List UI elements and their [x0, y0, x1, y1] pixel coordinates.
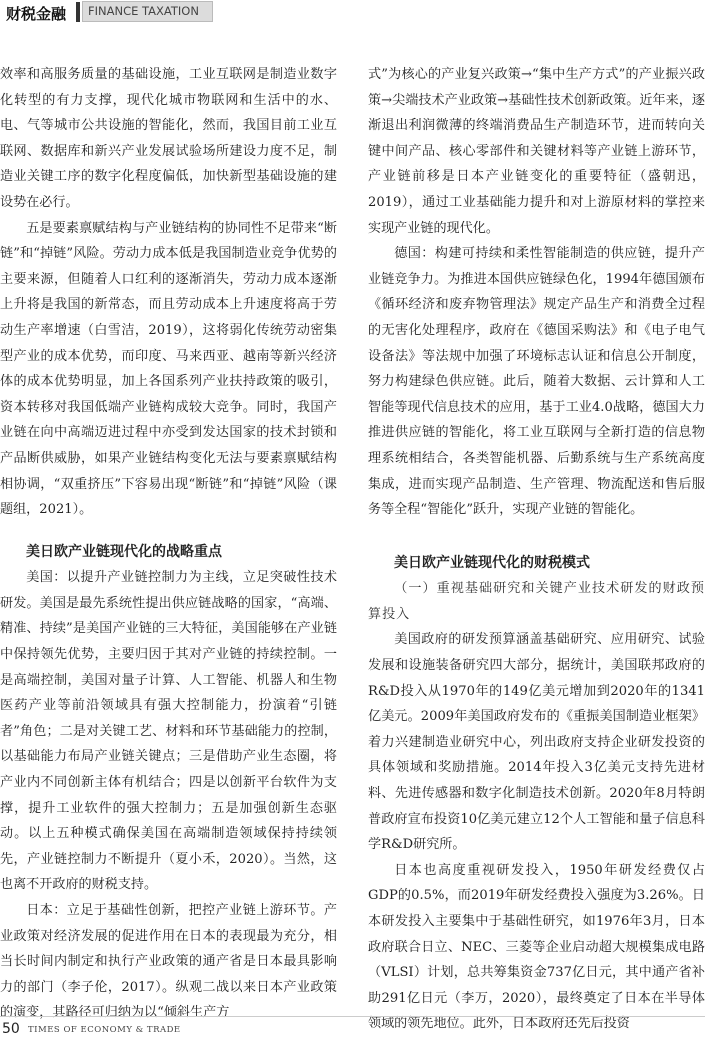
journal-name: TIMES OF ECONOMY & TRADE: [28, 1025, 181, 1035]
paragraph: 日本也高度重视研发投入，1950年研发经费仅占GDP的0.5%，而2019年研发经费投入强度为3.26%。日本研发投入主要集中于基础性研究，如1976年3月，日本政府联合日立、NEC、三菱等企业启动超大规模集成电路（VLSI）计划，总共筹集资金737亿日元，其中通产省补助291亿日元（李万，2020），最终奠定了日本在半导体领域的领先地位。此外，日本政府还先后投资: [368, 862, 705, 1032]
section-heading: 美日欧产业链现代化的财税模式: [394, 554, 590, 571]
left-column: [0, 62, 337, 1026]
page-header: [0, 0, 705, 26]
section-subtitle: FINANCE TAXATION: [82, 1, 213, 22]
page-number: 50: [2, 1021, 20, 1037]
page-footer: [0, 1016, 705, 1043]
paragraph: 德国：构建可持续和柔性智能制造的供应链，提升产业链竞争力。为推进本国供应链绿色化，1994年德国颁布《循环经济和废弃物管理法》规定产品生产和消费全过程的无害化处理程序，政府在《德国采购法》和《电子电气设备法》等法规中加强了环境标志认证和信息公开制度，努力构建绿色供应链。此后，随着大数据、云计算和人工智能等现代信息技术的应用，基于工业4.0战略，德国大力推进供应链的智能化，将工业互联网与全新打造的信息物理系统相结合，各类智能机器、后勤系统与生产系统高度集成，进而实现产品制造、生产管理、物流配送和售后服务等全程“智能化”跃升，实现产业链的智能化。: [368, 246, 705, 518]
paragraph: 效率和高服务质量的基础设施，工业互联网是制造业数字化转型的有力支撑，现代化城市物联网和生活中的水、电、气等城市公共设施的智能化，然而，我国目前工业互联网、数据库和新兴产业发展试验场所建设力度不足，制造业关键工序的数字化程度偏低，加快新型基础设施的建设势在必行。: [0, 67, 337, 210]
section-title: 财税金融: [6, 5, 67, 23]
subsection-heading: （一）重视基础研究和关键产业技术研发的财政预算投入: [368, 581, 705, 622]
header-divider: [76, 2, 80, 22]
paragraph: 美国政府的研发预算涵盖基础研究、应用研究、试验发展和设施装备研究四大部分，据统计，美国联邦政府的R&D投入从1970年的149亿美元增加到2020年的1341亿美元。2009年美国政府发布的《重振美国制造业框架》着力兴建制造业研究中心，列出政府支持企业研发投资的具体领域和奖励措施。2014年投入3亿美元支持先进材料、先进传感器和数字化制造技术创新。2020年8月特朗普政府宣布投资10亿美元建立12个人工智能和量子信息科学R&D研究所。: [368, 632, 705, 853]
paragraph: 式”为核心的产业复兴政策→“集中生产方式”的产业振兴政策→尖端技术产业政策→基础性技术创新政策。近年来，逐渐退出利润微薄的终端消费品生产制造环节，进而转向关键中间产品、核心零部件和关键材料等产业链上游环节，产业链前移是日本产业链变化的重要特征（盛朝迅，2019），通过工业基础能力提升和对上游原材料的掌控来实现产业链的现代化。: [368, 67, 705, 236]
paragraph: 五是要素禀赋结构与产业链结构的协同性不足带来“断链”和“掉链”风险。劳动力成本低是我国制造业竞争优势的主要来源，但随着人口红利的逐渐消失，劳动力成本逐渐上升将是我国的新常态，而且劳动成本上升速度将高于劳动生产率增速（白雪洁，2019），这将弱化传统劳动密集型产业的成本优势，而印度、马来西亚、越南等新兴经济体的成本优势明显，加上各国系列产业扶持政策的吸引，资本转移对我国低端产业链构成较大竞争。同时，我国产业链在向中高端迈进过程中亦受到发达国家的技术封锁和产品断供威胁，如果产业链结构变化无法与要素禀赋结构相协调，“双重挤压”下容易出现“断链”和“掉链”风险（课题组，2021）。: [0, 220, 337, 518]
section-heading: 美日欧产业链现代化的战略重点: [26, 543, 222, 560]
paragraph: 美国：以提升产业链控制力为主线，立足突破性技术研发。美国是最先系统性提出供应链战略的国家，“高端、精准、持续”是美国产业链的三大特征，美国能够在产业链中保持领先优势，主要归因于其对产业链的持续控制。一是高端控制，美国对量子计算、人工智能、机器人和生物医药产业等前沿领域具有强大控制能力，扮演着“引链者”角色；二是对关键工艺、材料和环节基础能力的控制，以基础能力布局产业链关键点；三是借助产业生态圈，将产业内不同创新主体有机结合；四是以创新平台软件为支撑，提升工业软件的强大控制力；五是加强创新生态驱动。以上五种模式确保美国在高端制造领域保持持续领先，产业链控制力不断提升（夏小禾，2020）。当然，这也离不开政府的财税支持。: [0, 570, 337, 893]
paragraph: 日本：立足于基础性创新，把控产业链上游环节。产业政策对经济发展的促进作用在日本的表现最为充分，相当长时间内制定和执行产业政策的通产省是日本最具影响力的部门（李子伦，2017）。纵观二战以来日本产业政策的演变，其路径可归纳为以“倾斜生产方: [0, 903, 337, 1021]
right-column: [368, 62, 705, 1037]
